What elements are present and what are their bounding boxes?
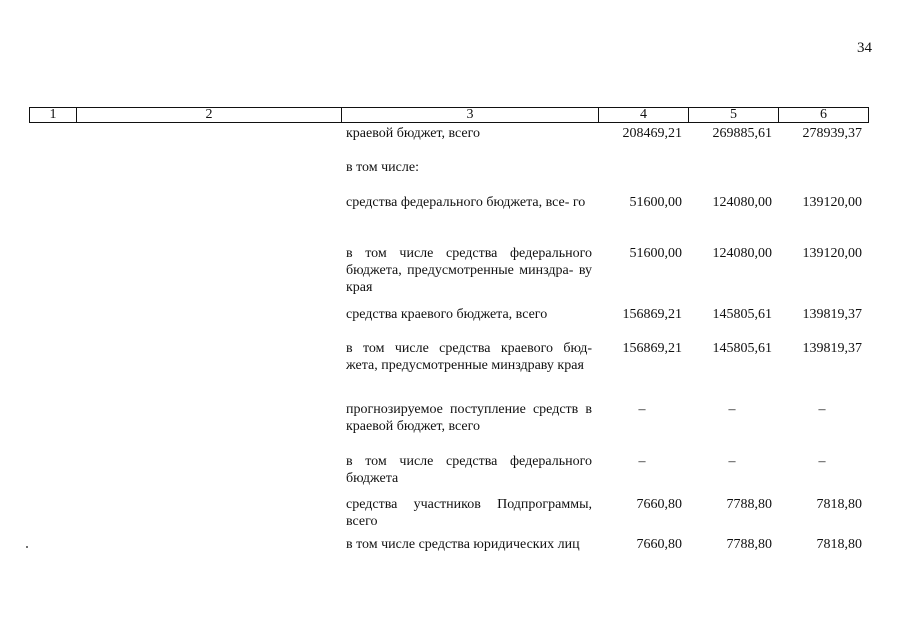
- row-value-col6: 278939,37: [802, 126, 862, 141]
- row-value-col4: 208469,21: [622, 126, 682, 141]
- row-label: в том числе:: [346, 160, 419, 175]
- row-value-col4: 7660,80: [636, 537, 682, 552]
- row-value-col6: –: [818, 402, 826, 417]
- row-value-col4: 7660,80: [636, 497, 682, 512]
- row-value-col4: 51600,00: [629, 246, 682, 261]
- row-value-col5: 145805,61: [712, 341, 772, 356]
- header-col-5: 5: [689, 108, 779, 123]
- row-value-col6: 139120,00: [802, 195, 862, 210]
- row-value-col5: 269885,61: [712, 126, 772, 141]
- row-label: в том числе средства юридических лиц: [346, 537, 580, 552]
- row-label: прогнозируемое поступление средств в краевой бюджет, всего: [346, 402, 592, 434]
- row-label: в том числе средства федерального бюджета, предусмотренные минздра- ву края: [346, 246, 592, 295]
- row-value-col5: –: [728, 454, 736, 469]
- row-value-col5: –: [728, 402, 736, 417]
- row-value-col5: 145805,61: [712, 307, 772, 322]
- header-col-2: 2: [77, 108, 342, 123]
- row-value-col5: 7788,80: [726, 497, 772, 512]
- header-col-3: 3: [342, 108, 599, 123]
- row-label: в том числе средства краевого бюд- жета, предусмотренные минздраву края: [346, 341, 592, 373]
- scan-speck: [26, 546, 28, 548]
- row-value-col4: –: [638, 402, 646, 417]
- row-value-col6: 7818,80: [816, 497, 862, 512]
- row-value-col6: 139819,37: [802, 307, 862, 322]
- row-value-col4: 51600,00: [629, 195, 682, 210]
- row-value-col4: –: [638, 454, 646, 469]
- row-value-col6: 139819,37: [802, 341, 862, 356]
- row-value-col6: 7818,80: [816, 537, 862, 552]
- row-label: средства участников Подпрограммы, всего: [346, 497, 592, 529]
- row-label: средства краевого бюджета, всего: [346, 307, 548, 322]
- header-col-1: 1: [30, 108, 77, 123]
- header-col-6: 6: [779, 108, 869, 123]
- row-value-col4: 156869,21: [622, 341, 682, 356]
- row-label: в том числе средства федерального бюджета: [346, 454, 592, 486]
- row-value-col5: 7788,80: [726, 537, 772, 552]
- row-value-col5: 124080,00: [712, 246, 772, 261]
- row-value-col6: –: [818, 454, 826, 469]
- page-number: 34: [857, 40, 872, 56]
- row-value-col6: 139120,00: [802, 246, 862, 261]
- row-label: средства федерального бюджета, все- го: [346, 195, 586, 210]
- header-col-4: 4: [599, 108, 689, 123]
- row-value-col5: 124080,00: [712, 195, 772, 210]
- row-value-col4: 156869,21: [622, 307, 682, 322]
- row-label: краевой бюджет, всего: [346, 126, 481, 141]
